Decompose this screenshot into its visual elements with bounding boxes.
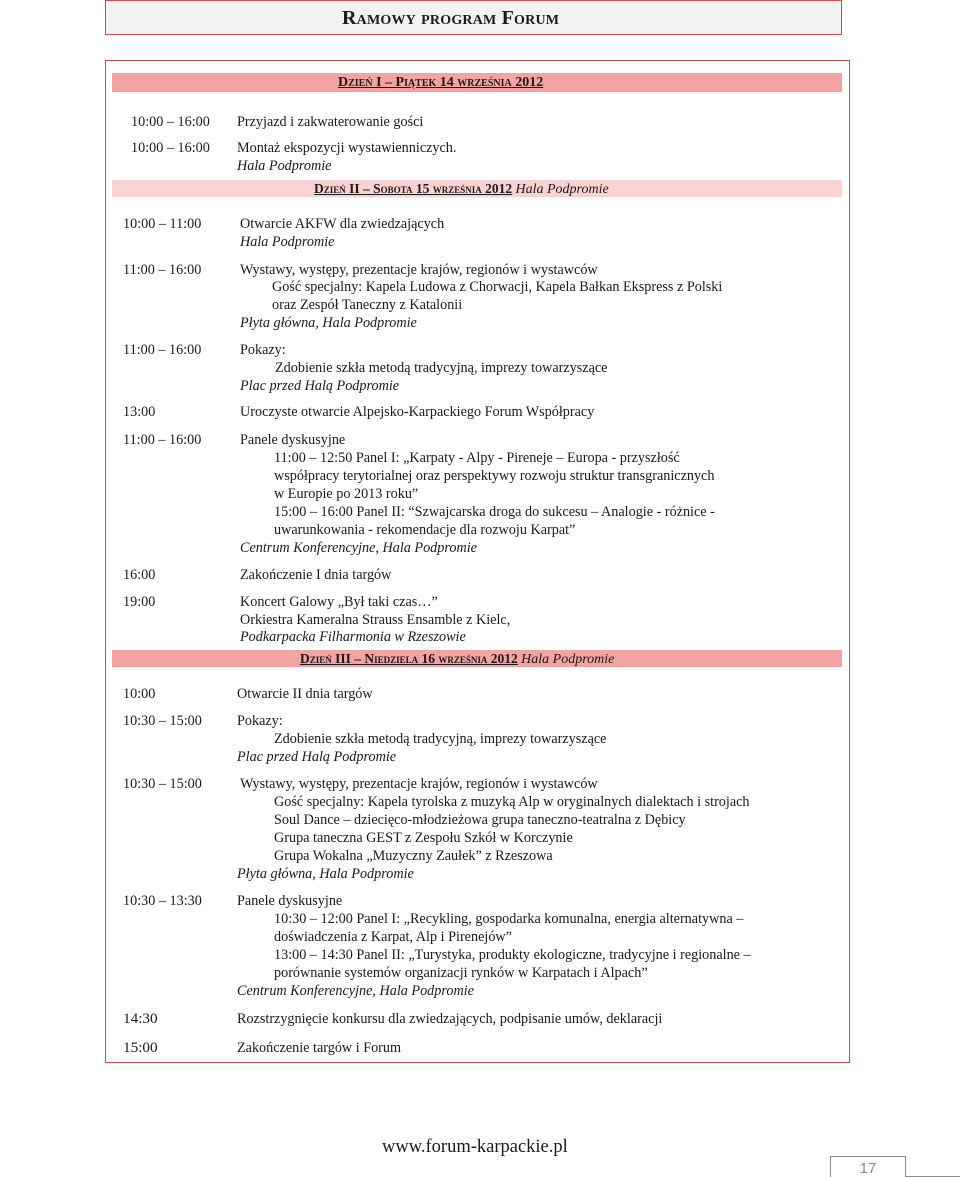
day3-r5-time: 14:30 <box>123 1010 158 1027</box>
day1-row2-time: 10:00 – 16:00 <box>131 140 210 156</box>
day3-r4-line2: doświadczenia z Karpat, Alp i Pirenejów” <box>274 929 512 945</box>
day3-r3-location: Płyta główna, Hala Podpromie <box>237 866 414 882</box>
day3-r4-line1: 10:30 – 12:00 Panel I: „Recykling, gospodarka komunalna, energia alternatywna – <box>274 911 744 927</box>
day3-r6-text: Zakończenie targów i Forum <box>237 1040 402 1056</box>
day3-r3-line2: Soul Dance – dziecięco-młodzieżowa grupa taneczno-teatralna z Dębicy <box>274 812 686 828</box>
day2-r5-text: Panele dyskusyjne <box>240 432 346 448</box>
day3-r3-line4: Grupa Wokalna „Muzyczny Zaułek” z Rzeszowa <box>274 848 553 864</box>
day3-r2-location: Plac przed Halą Podpromie <box>237 749 397 765</box>
day2-r5-line1: 11:00 – 12:50 Panel I: „Karpaty - Alpy - Pireneje – Europa - przyszłość <box>274 450 680 466</box>
day3-r2-line1: Zdobienie szkła metodą tradycyjną, imprezy towarzyszące <box>274 731 607 747</box>
day2-r5-time: 11:00 – 16:00 <box>123 432 202 448</box>
day2-r2-line1: Gość specjalny: Kapela Ludowa z Chorwacji, Kapela Bałkan Ekspress z Polski <box>272 279 723 295</box>
day2-r2-location: Płyta główna, Hala Podpromie <box>240 315 417 331</box>
day3-r3-text: Wystawy, występy, prezentacje krajów, regionów i wystawców <box>240 776 598 792</box>
day2-r7-text: Koncert Galowy „Był taki czas…” <box>240 594 438 610</box>
page-title <box>105 0 842 35</box>
day3-r4-location: Centrum Konferencyjne, Hala Podpromie <box>237 983 474 999</box>
day3-r3-time: 10:30 – 15:00 <box>123 776 202 792</box>
day2-r3-text: Pokazy: <box>240 342 286 358</box>
day2-r2-text: Wystawy, występy, prezentacje krajów, regionów i wystawców <box>240 262 598 278</box>
day1-row1-time: 10:00 – 16:00 <box>131 114 210 130</box>
day2-header <box>314 180 609 199</box>
day2-r1-text: Otwarcie AKFW dla zwiedzających <box>240 216 445 232</box>
day3-r1-time: 10:00 <box>123 686 156 702</box>
day3-r6-time: 15:00 <box>123 1039 158 1056</box>
day2-r3-time: 11:00 – 16:00 <box>123 342 202 358</box>
day3-header-location: Hala Podpromie <box>521 652 615 667</box>
day2-r7-location: Podkarpacka Filharmonia w Rzeszowie <box>240 629 466 645</box>
day2-r6-text: Zakończenie I dnia targów <box>240 567 392 583</box>
page-number: 17 <box>830 1156 906 1177</box>
day1-row1-text: Przyjazd i zakwaterowanie gości <box>237 114 424 130</box>
day3-r1-text: Otwarcie II dnia targów <box>237 686 373 702</box>
day1-row2-text: Montaż ekspozycji wystawienniczych. <box>237 140 457 156</box>
day2-r6-time: 16:00 <box>123 567 156 583</box>
day2-r5-line3: w Europie po 2013 roku” <box>274 486 419 502</box>
day3-r5-text: Rozstrzygnięcie konkursu dla zwiedzających, podpisanie umów, deklaracji <box>237 1011 663 1027</box>
day3-r2-time: 10:30 – 15:00 <box>123 713 202 729</box>
day2-header-text: Dzień II – Sobota 15 września 2012 <box>314 181 513 196</box>
day1-header <box>338 74 543 92</box>
day2-r3-location: Plac przed Halą Podpromie <box>240 378 400 394</box>
day3-r2-text: Pokazy: <box>237 713 283 729</box>
day2-r2-line2: oraz Zespół Taneczny z Katalonii <box>272 297 463 313</box>
day1-header-text: Dzień I – Piątek 14 września 2012 <box>338 75 544 90</box>
day2-header-location: Hala Podpromie <box>515 182 609 197</box>
page-title-text: Ramowy program Forum <box>342 7 560 29</box>
day2-r1-location: Hala Podpromie <box>240 234 335 250</box>
day3-header <box>300 650 614 669</box>
day2-r7-line1: Orkiestra Kameralna Strauss Ensamble z Kielc, <box>240 612 511 628</box>
day2-r7-time: 19:00 <box>123 594 156 610</box>
footer-url[interactable]: www.forum-karpackie.pl <box>382 1137 568 1157</box>
day3-r3-line1: Gość specjalny: Kapela tyrolska z muzyką Alp w oryginalnych dialektach i strojach <box>274 794 750 810</box>
day2-r5-line2: współpracy terytorialnej oraz perspektywy rozwoju struktur transgranicznych <box>274 468 715 484</box>
day3-r3-line3: Grupa taneczna GEST z Zespołu Szkół w Korczynie <box>274 830 573 846</box>
day3-header-text: Dzień III – Niedziela 16 września 2012 <box>300 651 518 666</box>
day3-r4-text: Panele dyskusyjne <box>237 893 343 909</box>
day2-r5-line4: 15:00 – 16:00 Panel II: “Szwajcarska droga do sukcesu – Analogie - różnice - <box>274 504 715 520</box>
day1-row2-location: Hala Podpromie <box>237 158 332 174</box>
day2-r3-line1: Zdobienie szkła metodą tradycyjną, imprezy towarzyszące <box>275 360 608 376</box>
day2-r5-location: Centrum Konferencyjne, Hala Podpromie <box>240 540 477 556</box>
day2-r4-text: Uroczyste otwarcie Alpejsko-Karpackiego Forum Współpracy <box>240 404 595 420</box>
day2-r4-time: 13:00 <box>123 404 156 420</box>
day3-r4-time: 10:30 – 13:30 <box>123 893 202 909</box>
day2-r2-time: 11:00 – 16:00 <box>123 262 202 278</box>
day2-r1-time: 10:00 – 11:00 <box>123 216 202 232</box>
day3-r4-line3: 13:00 – 14:30 Panel II: „Turystyka, produkty ekologiczne, tradycyjne i regionalne – <box>274 947 751 963</box>
day2-r5-line5: uwarunkowania - rekomendacje dla rozwoju Karpat” <box>274 522 576 538</box>
day3-r4-line4: porównanie systemów organizacji rynków w Karpatach i Alpach” <box>274 965 648 981</box>
